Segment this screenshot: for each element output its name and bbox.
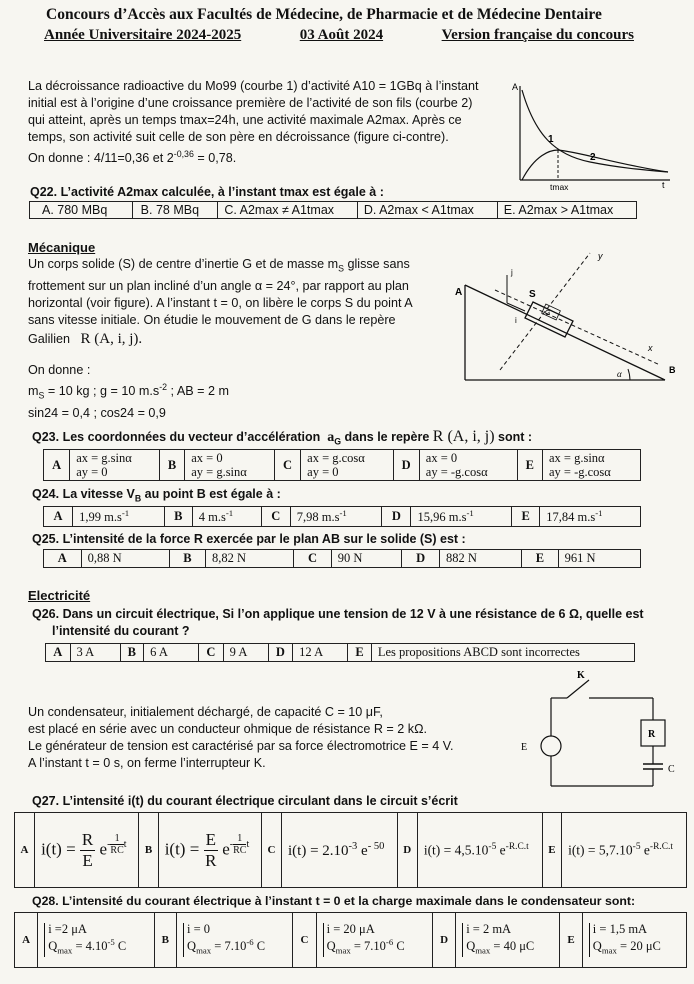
fig-label-1: 1 xyxy=(548,134,554,145)
q28-option-e[interactable]: i = 1,5 mA $Q_{max} = 20$ μC xyxy=(582,913,686,968)
q28-option-b-label[interactable]: B xyxy=(154,913,176,968)
q26-option-c-label[interactable]: C xyxy=(199,644,224,662)
q26-option-a[interactable]: 3 A xyxy=(70,644,120,662)
q27-option-c[interactable]: $i(t) = 2.10^{-3}$ $e^{- 50}$ xyxy=(282,813,398,888)
inclined-plane-figure xyxy=(455,245,685,390)
q25-option-d-label[interactable]: D xyxy=(402,550,440,568)
q24-option-d[interactable]: 15,96 $m.s^{-1}$ xyxy=(411,507,512,527)
q23-option-d-label[interactable]: D xyxy=(393,450,419,481)
rc-circuit-figure xyxy=(515,668,675,793)
q26-title: Q26. Dans un circuit électrique, Si l’on applique une tension de 12 V à une résistance de 6 Ω, quelle est l’intensité du courant ? xyxy=(32,607,644,638)
q28-option-b[interactable]: i = 0 $Q_{max} = 7.10^{-6}$ C xyxy=(177,913,293,968)
switch-K xyxy=(567,680,589,698)
svg-text:i: i xyxy=(515,316,517,325)
svg-text:α: α xyxy=(617,369,622,379)
svg-text:x: x xyxy=(648,343,653,353)
q24-title: Q24. La vitesse $V_B$ au point B est égale à : xyxy=(32,487,281,504)
q27-option-c-label[interactable]: C xyxy=(261,813,281,888)
q25-option-e-label[interactable]: E xyxy=(522,550,558,568)
q23-option-a-label[interactable]: A xyxy=(44,450,70,481)
svg-text:E: E xyxy=(521,742,528,753)
q26-option-c[interactable]: 9 A xyxy=(223,644,268,662)
fig-label-tmax: tmax xyxy=(550,182,569,192)
q26-option-d[interactable]: 12 A xyxy=(293,644,348,662)
q28-option-c[interactable]: i = 20 μA $Q_{max} = 7.10^{-6}$ C xyxy=(316,913,432,968)
q28-title: Q28. L’intensité du courant électrique à l’instant t = 0 et la charge maximale dans le condensateur sont: xyxy=(32,894,636,908)
q23-option-c[interactable]: ax = g.cosα ay = 0 xyxy=(301,450,393,481)
q28-option-a-label[interactable]: A xyxy=(15,913,38,968)
q26-option-d-label[interactable]: D xyxy=(268,644,293,662)
q25-option-e[interactable]: 961 N xyxy=(558,550,640,568)
svg-text:R: R xyxy=(648,729,656,740)
mecanique-given: On donne : $m_S = 10$ kg ; g = 10 $m.s^{-2}$ ; AB = 2 m sin24 = 0,4 ; cos24 = 0,9 xyxy=(28,363,229,420)
q25-option-a-label[interactable]: A xyxy=(44,550,82,568)
q26-option-e[interactable]: Les propositions ABCD sont incorrectes xyxy=(371,644,634,662)
svg-text:A: A xyxy=(455,287,463,298)
q28-option-d-label[interactable]: D xyxy=(432,913,455,968)
q22-title: Q22. L’activité A2max calculée, à l’instant tmax est égale à : xyxy=(30,185,384,199)
svg-text:y: y xyxy=(598,251,603,261)
q22-option-c[interactable]: C. A2max ≠ A1tmax xyxy=(218,202,357,219)
q23-option-d[interactable]: ax = 0 ay = -g.cosα xyxy=(419,450,517,481)
q26-options xyxy=(45,643,635,662)
generator-E xyxy=(541,736,561,756)
q27-option-e[interactable]: $i(t) = 5,7.10^{-5}$ $e^{-R.C.t}$ xyxy=(562,813,687,888)
q25-title: Q25. L’intensité de la force R exercée par le plan AB sur le solide (S) est : xyxy=(32,532,466,546)
svg-text:j: j xyxy=(511,268,513,277)
rc-circuit-paragraph: Un condensateur, initialement déchargé, de capacité C = 10 μF, est placé en série avec un conducteur ohmique de résistance R = 2 kΩ. Le générateur de tension est caractérisé par sa force électromotrice E = 4 V. A l’instant t = 0 s, on ferme l’interrupteur K. xyxy=(28,705,454,770)
q24-option-a-label[interactable]: A xyxy=(44,507,73,527)
svg-text:C: C xyxy=(668,764,675,775)
q25-option-a[interactable]: 0,88 N xyxy=(81,550,169,568)
svg-text:S: S xyxy=(529,289,536,300)
q23-option-c-label[interactable]: C xyxy=(274,450,300,481)
q23-option-a[interactable]: ax = g.sinα ay = 0 xyxy=(70,450,160,481)
q22-option-d[interactable]: D. A2max < A1tmax xyxy=(357,202,497,219)
electricite-heading: Electricité xyxy=(28,588,91,603)
q22-option-b[interactable]: B. 78 MBq xyxy=(132,202,218,219)
q24-option-b[interactable]: 4 $m.s^{-1}$ xyxy=(192,507,261,527)
q28-options xyxy=(14,912,687,968)
q23-title: Q23. Les coordonnées du vecteur d’accélération $a_G$ dans le repère R (A, i, j) sont : xyxy=(32,428,533,447)
q24-option-c-label[interactable]: C xyxy=(261,507,290,527)
q25-option-c[interactable]: 90 N xyxy=(331,550,402,568)
q26-option-e-label[interactable]: E xyxy=(348,644,372,662)
exam-subheader xyxy=(44,27,634,44)
q23-option-b[interactable]: ax = 0 ay = g.sinα xyxy=(185,450,275,481)
exam-title: Concours d’Accès aux Facultés de Médecine, de Pharmacie et de Médecine Dentaire xyxy=(46,6,602,23)
q25-option-d[interactable]: 882 N xyxy=(439,550,521,568)
q24-option-b-label[interactable]: B xyxy=(164,507,192,527)
q23-option-e-label[interactable]: E xyxy=(517,450,542,481)
q26-option-b-label[interactable]: B xyxy=(120,644,144,662)
q22-option-a[interactable]: A. 780 MBq xyxy=(30,202,133,219)
academic-year: Année Universitaire 2024-2025 xyxy=(44,27,242,43)
q27-option-a-label[interactable]: A xyxy=(15,813,35,888)
q22-option-e[interactable]: E. A2max > A1tmax xyxy=(497,202,636,219)
mecanique-heading: Mécanique xyxy=(28,240,96,255)
q28-option-d[interactable]: i = 2 mA $Q_{max} = 40$ μC xyxy=(456,913,560,968)
svg-text:B: B xyxy=(669,365,676,375)
q27-option-d[interactable]: $i(t) = 4,5.10^{-5}$ $e^{-R.C.t}$ xyxy=(417,813,542,888)
q27-option-b-label[interactable]: B xyxy=(139,813,158,888)
q25-option-c-label[interactable]: C xyxy=(294,550,332,568)
q26-option-b[interactable]: 6 A xyxy=(144,644,199,662)
q23-option-e[interactable]: ax = g.sinα ay = -g.cosα xyxy=(542,450,640,481)
q23-option-b-label[interactable]: B xyxy=(159,450,184,481)
decay-curves-figure xyxy=(510,80,675,192)
q27-options xyxy=(14,812,687,888)
svg-text:G: G xyxy=(545,310,551,317)
exam-version: Version française du concours xyxy=(441,27,634,43)
q24-option-c[interactable]: 7,98 $m.s^{-1}$ xyxy=(290,507,382,527)
q27-option-d-label[interactable]: D xyxy=(397,813,417,888)
exam-date: 03 Août 2024 xyxy=(299,27,384,43)
q23-options xyxy=(43,449,641,481)
q27-option-e-label[interactable]: E xyxy=(542,813,561,888)
fig-label-2: 2 xyxy=(590,152,596,163)
q22-options xyxy=(29,201,637,219)
svg-text:K: K xyxy=(577,670,585,681)
q28-option-c-label[interactable]: C xyxy=(293,913,316,968)
mecanique-paragraph: Un corps solide (S) de centre d’inertie G et de masse $m_S$ glisse sans frottement sur un plan incliné d’un angle α = 24°, par rapport au plan horizontal (voir figure). A l’instant t = 0, on libère le corps S du point A sans vitesse initiale. On étudie le mouvement de G dans le repère Galilien R (A, i, j). xyxy=(28,257,413,347)
q24-option-e[interactable]: 17,84 $m.s^{-1}$ xyxy=(540,507,641,527)
q24-option-a[interactable]: 1,99 $m.s^{-1}$ xyxy=(73,507,165,527)
q24-option-d-label[interactable]: D xyxy=(382,507,411,527)
q26-option-a-label[interactable]: A xyxy=(46,644,71,662)
q27-option-b[interactable]: i(t) = $\frac{E}{R}$ $e^{- \frac{1}{RC} t}$ xyxy=(158,813,261,888)
q24-options xyxy=(43,506,641,527)
q27-title: Q27. L’intensité i(t) du courant électrique circulant dans le circuit s’écrit xyxy=(32,794,458,808)
q28-option-e-label[interactable]: E xyxy=(560,913,582,968)
q27-option-a[interactable]: i(t) = $\frac{R}{E}$ $e^{- \frac{1}{RC} t}$ xyxy=(35,813,139,888)
fig-label-A: A xyxy=(512,82,519,92)
intro-paragraph: La décroissance radioactive du Mo99 (courbe 1) d’activité A10 = 1GBq à l’instant initial est à l’origine d’une croissance première de l’activité de son fils (courbe 2) qui atteint, après un temps tmax=24h, une activité maximale A2max. Après ce temps, son activité suit celle de son père en décroissance (figure ci-contre). On donne : 4/11=0,36 et $2^{-0,36} = 0,78$. xyxy=(28,79,479,166)
q28-option-a[interactable]: i =2 μA $Q_{max} = 4.10^{-5}$ C xyxy=(38,913,154,968)
q25-option-b-label[interactable]: B xyxy=(169,550,205,568)
q25-option-b[interactable]: 8,82 N xyxy=(206,550,294,568)
solid-S xyxy=(525,302,573,337)
fig-label-t: t xyxy=(662,180,665,190)
q24-option-e-label[interactable]: E xyxy=(512,507,540,527)
q25-options xyxy=(43,549,641,568)
